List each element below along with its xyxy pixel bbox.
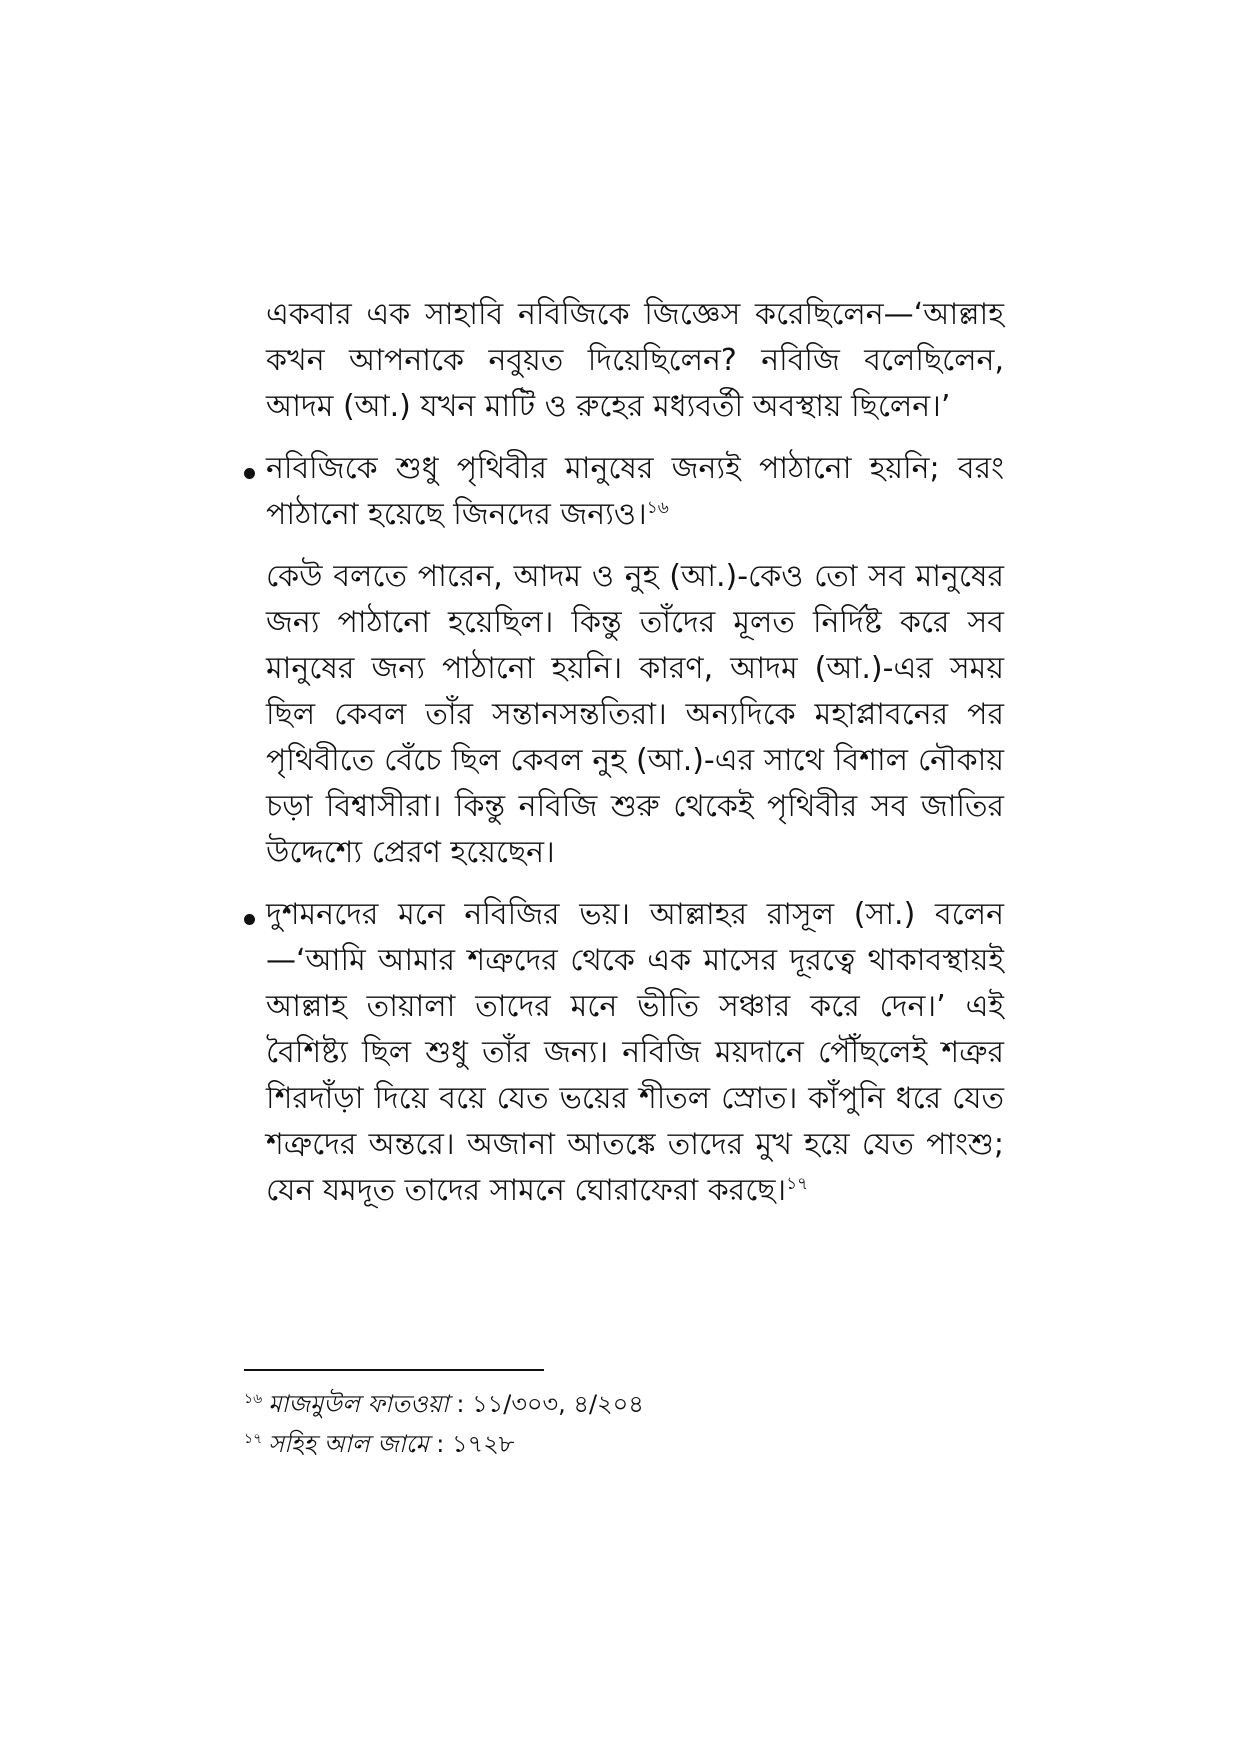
intro-paragraph — [266, 292, 1004, 430]
footnote-reference: : ১১/৩০৩, ৪/২০৪ — [448, 1390, 644, 1418]
bullet-text: দুশমনদের মনে নবিজির ভয়। আল্লাহর রাসূল (সা.) বলেন—‘আমি আমার শত্রুদের থেকে এক মাসের দূরত্বে থাকাবস্থায়ই আল্লাহ তায়ালা তাদের মনে ভীতি সঞ্চার করে দেন।’ এই বৈশিষ্ট্য ছিল শুধু তাঁর জন্য। নবিজি ময়দানে পৌঁছলেই শত্রুর শিরদাঁড়া দিয়ে বয়ে যেত ভয়ের শীতল স্রোত। কাঁপুনি ধরে যেত শত্রুদের অন্তরে। অজানা আতঙ্কে তাদের মুখ হয়ে যেত পাংশু; যেন যমদূত তাদের সামনে ঘোরাফেরা করছে। — [266, 897, 1004, 1208]
explanation-text: কেউ বলতে পারেন, আদম ও নুহ (আ.)-কেও তো সব মানুষের জন্য পাঠানো হয়েছিল। কিন্তু তাঁদের মূলত নির্দিষ্ট করে সব মানুষের জন্য পাঠানো হয়নি। কারণ, আদম (আ.)-এর সময় ছিল কেবল তাঁর সন্তানসন্ততিরা। অন্যদিকে মহাপ্লাবনের পর পৃথিবীতে বেঁচে ছিল কেবল নুহ (আ.)-এর সাথে বিশাল নৌকায় চড়া বিশ্বাসীরা। কিন্তু নবিজি শুরু থেকেই পৃথিবীর সব জাতির উদ্দেশ্যে প্রেরণ হয়েছেন। — [266, 559, 1004, 870]
bullet-text: নবিজিকে শুধু পৃথিবীর মানুষের জন্যই পাঠানো হয়নি; বরং পাঠানো হয়েছে জিনদের জন্যও। — [266, 451, 1004, 532]
bullet-item-jinn — [266, 446, 1004, 538]
bullet-dot-icon — [244, 468, 255, 479]
footnote-source: সহিহ আল জামে — [268, 1430, 429, 1458]
footnote-ref-17: ১৭ — [786, 1174, 809, 1194]
footnote-16 — [244, 1384, 1004, 1424]
footnote-marker: ১৬ — [244, 1391, 263, 1407]
footnote-ref-16: ১৬ — [646, 498, 669, 518]
footnote-divider — [244, 1369, 544, 1371]
explanation-paragraph — [266, 554, 1004, 876]
footnotes — [244, 1384, 1004, 1464]
intro-text: একবার এক সাহাবি নবিজিকে জিজ্ঞেস করেছিলেন—‘আল্লাহ কখন আপনাকে নবুয়ত দিয়েছিলেন? নবিজি বলেছিলেন, আদম (আ.) যখন মাটি ও রুহের মধ্যবর্তী অবস্থায় ছিলেন।’ — [266, 297, 1004, 424]
footnote-17 — [244, 1424, 1004, 1464]
bullet-dot-icon — [244, 914, 255, 925]
main-text — [266, 292, 1004, 1230]
bullet-item-enemies — [266, 892, 1004, 1214]
footnote-marker: ১৭ — [244, 1431, 263, 1447]
footnote-source: মাজমুউল ফাতওয়া — [268, 1390, 449, 1418]
footnote-reference: : ১৭২৮ — [428, 1430, 515, 1458]
